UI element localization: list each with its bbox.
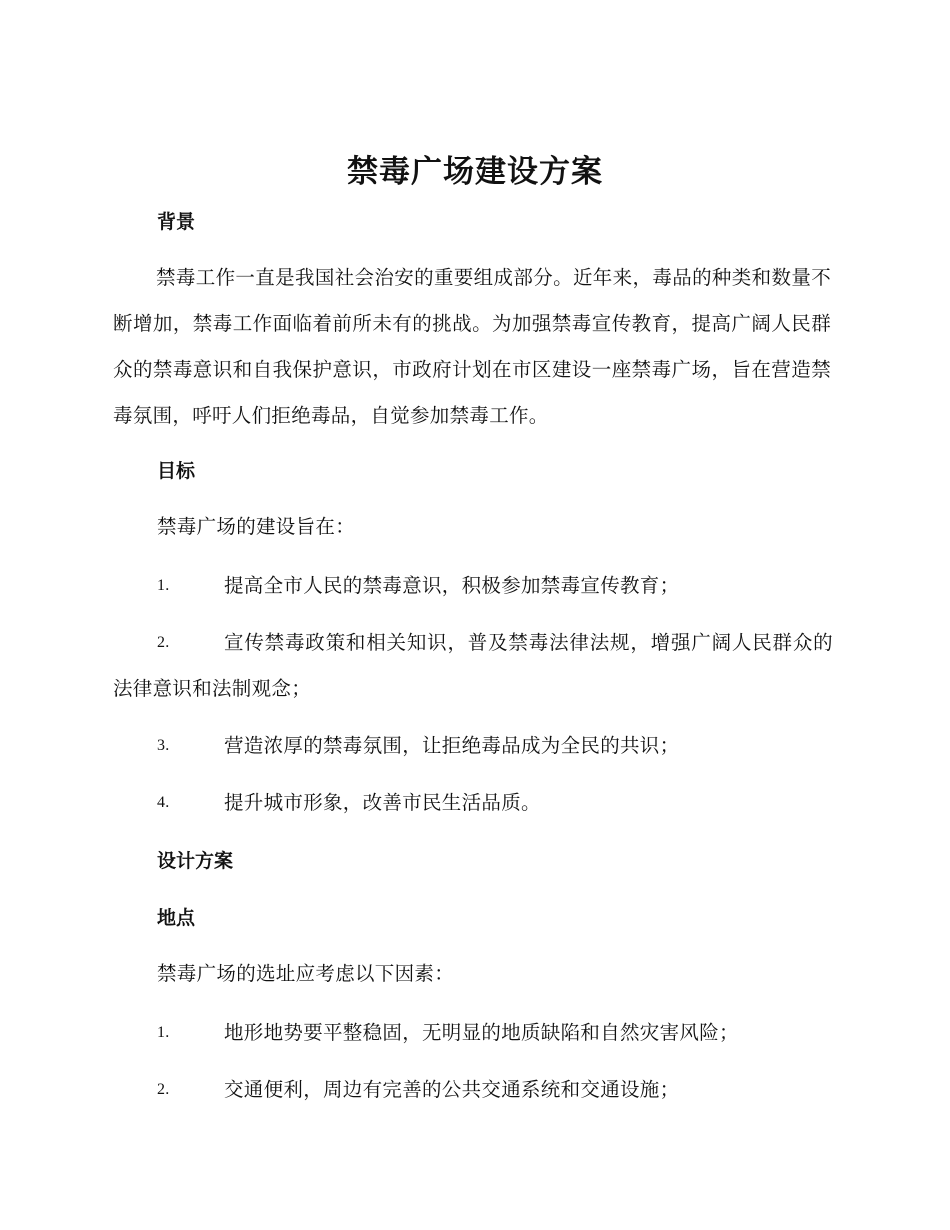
list-item-text: 营造浓厚的禁毒氛围，让拒绝毒品成为全民的共识；: [224, 734, 680, 757]
list-item-text: 提高全市人民的禁毒意识，积极参加禁毒宣传教育；: [224, 574, 680, 597]
heading-design: 设计方案: [157, 850, 234, 872]
list-item-text: 宣传禁毒政策和相关知识，普及禁毒法律法规，增强广阔人民群众的法律意识和法制观念；: [113, 631, 833, 700]
list-number: 2.: [157, 1081, 170, 1098]
location-list-item: [113, 1067, 833, 1113]
list-item-text: 交通便利，周边有完善的公共交通系统和交通设施；: [224, 1078, 680, 1101]
list-item-text: 提升城市形象，改善市民生活品质。: [224, 791, 541, 814]
heading-location: 地点: [157, 907, 196, 929]
goals-list-item: [113, 723, 833, 769]
goals-intro: 禁毒广场的建设旨在：: [157, 515, 356, 538]
heading-background: 背景: [157, 211, 196, 233]
list-number: 3.: [157, 737, 170, 754]
list-item-text: 地形地势要平整稳固，无明显的地质缺陷和自然灾害风险；: [224, 1021, 739, 1044]
document-title: 禁毒广场建设方案: [347, 154, 603, 190]
list-number: 4.: [157, 794, 170, 811]
location-list-item: [113, 1010, 833, 1056]
background-paragraph: 禁毒工作一直是我国社会治安的重要组成部分。近年来，毒品的种类和数量不断增加，禁毒工作面临着前所未有的挑战。为加强禁毒宣传教育，提高广阔人民群众的禁毒意识和自我保护意识，市政府计划在市区建设一座禁毒广场，旨在营造禁毒氛围，呼吁人们拒绝毒品，自觉参加禁毒工作。: [113, 266, 831, 427]
goals-list-item: [113, 620, 833, 712]
goals-list-item: [113, 563, 833, 609]
list-number: 1.: [157, 577, 170, 594]
heading-goals: 目标: [157, 460, 196, 482]
location-intro: 禁毒广场的选址应考虑以下因素：: [157, 962, 455, 985]
goals-list-item: [113, 780, 833, 826]
list-number: 2.: [157, 634, 170, 651]
list-number: 1.: [157, 1024, 170, 1041]
